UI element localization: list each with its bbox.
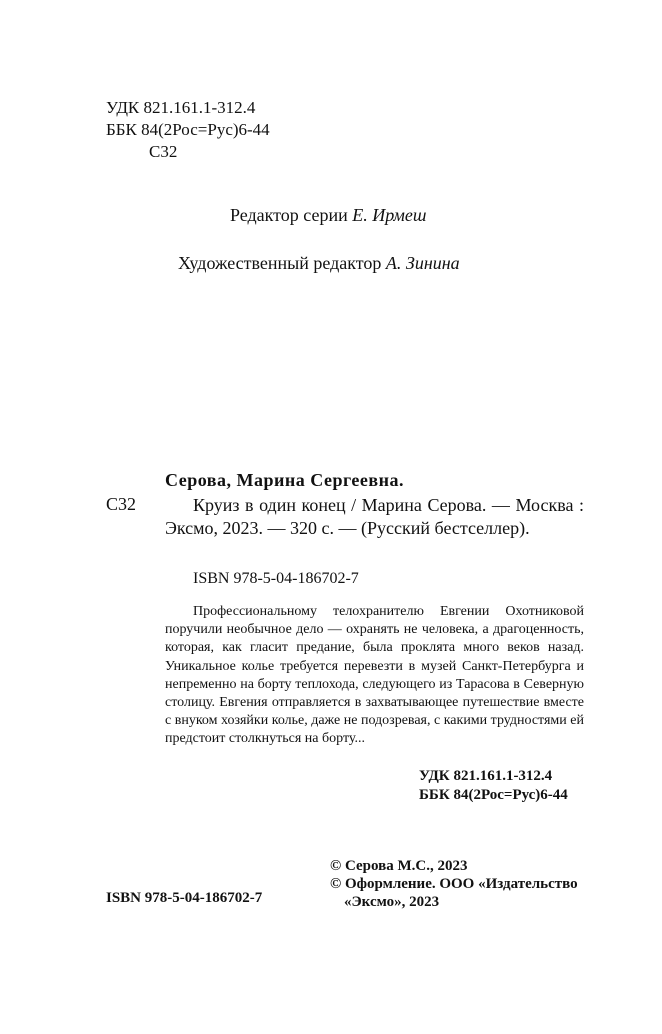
author-sign: С32	[149, 142, 178, 161]
art-editor-role: Художественный редактор	[178, 253, 382, 273]
bbk-code: ББК 84(2Рос=Рус)6-44	[106, 120, 270, 139]
copyright-design-cont: «Эксмо», 2023	[344, 894, 440, 910]
classification-bottom	[419, 767, 568, 805]
isbn-bottom: ISBN 978-5-04-186702-7	[106, 890, 263, 906]
classification-top	[106, 97, 270, 163]
series-editor	[230, 205, 426, 226]
annotation	[165, 603, 584, 749]
copyright-block	[330, 857, 578, 911]
record-description	[165, 494, 584, 540]
art-editor	[178, 253, 460, 274]
bbk-code-bottom: ББК 84(2Рос=Рус)6-44	[419, 787, 568, 803]
record-isbn: ISBN 978-5-04-186702-7	[193, 570, 359, 587]
series-editor-name: Е. Ирмеш	[352, 205, 427, 225]
udk-code-bottom: УДК 821.161.1-312.4	[419, 768, 553, 784]
copyright-author: © Серова М.С., 2023	[330, 858, 468, 874]
copyright-design: © Оформление. ООО «Издательство	[330, 876, 578, 892]
udk-code: УДК 821.161.1-312.4	[106, 98, 256, 117]
annotation-text: Профессиональному телохранителю Евгении Охотниковой поручили необычное дело — охранять не человека, а драгоценность, которая, как гласит предание, была проклята много веков назад. Уникальное колье требуется перевезти в музей Санкт-Петербурга и непременно на борту теплохода, следующего из Тарасова в Северную столицу. Евгения отправляется в захватывающее путешествие вместе с внуком хозяйки колье, даже не подозревая, с какими трудностями ей предстоит столкнуться на борту...	[165, 604, 584, 747]
record-code: С32	[106, 494, 137, 514]
series-editor-role: Редактор серии	[230, 205, 348, 225]
art-editor-name: А. Зинина	[385, 253, 460, 273]
record-description-text: Круиз в один конец / Марина Серова. — Москва : Эксмо, 2023. — 320 с. — (Русский бестселлер).	[165, 495, 584, 538]
record-author: Серова, Марина Сергеевна.	[165, 470, 404, 490]
